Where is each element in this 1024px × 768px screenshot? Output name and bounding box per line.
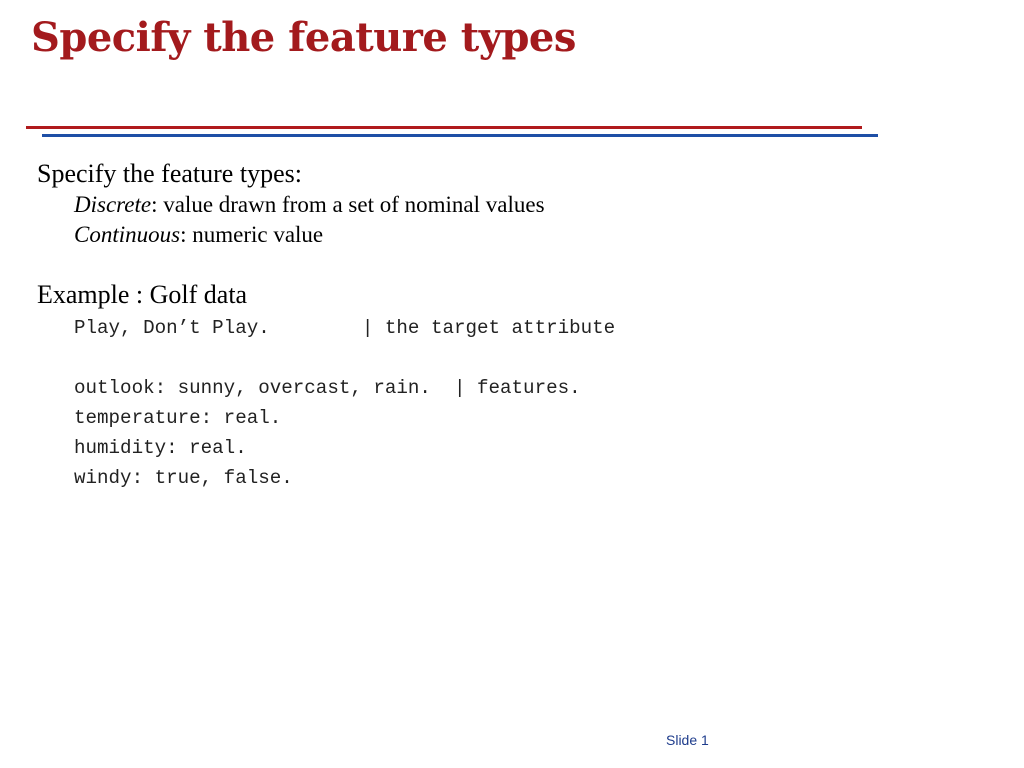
example-heading: Example : Golf data: [37, 280, 248, 309]
discrete-description: : value drawn from a set of nominal values: [151, 192, 545, 217]
continuous-item: [74, 221, 323, 249]
title-underline-blue: [42, 134, 878, 137]
feature-types-heading: Specify the feature types:: [37, 159, 302, 188]
title-underline-red: [26, 126, 862, 129]
code-line-temperature: temperature: real.: [74, 407, 282, 429]
code-line-target: Play, Don’t Play. | the target attribute: [74, 317, 616, 339]
continuous-description: : numeric value: [180, 222, 324, 247]
discrete-term: Discrete: [74, 192, 152, 217]
slide-number: Slide 1: [666, 732, 709, 748]
slide-title: Specify the feature types: [31, 14, 576, 61]
discrete-item: [74, 191, 545, 219]
code-line-windy: windy: true, false.: [74, 467, 293, 489]
continuous-term: Continuous: [74, 222, 181, 247]
code-line-humidity: humidity: real.: [74, 437, 247, 459]
code-line-outlook: outlook: sunny, overcast, rain. | features.: [74, 377, 581, 399]
